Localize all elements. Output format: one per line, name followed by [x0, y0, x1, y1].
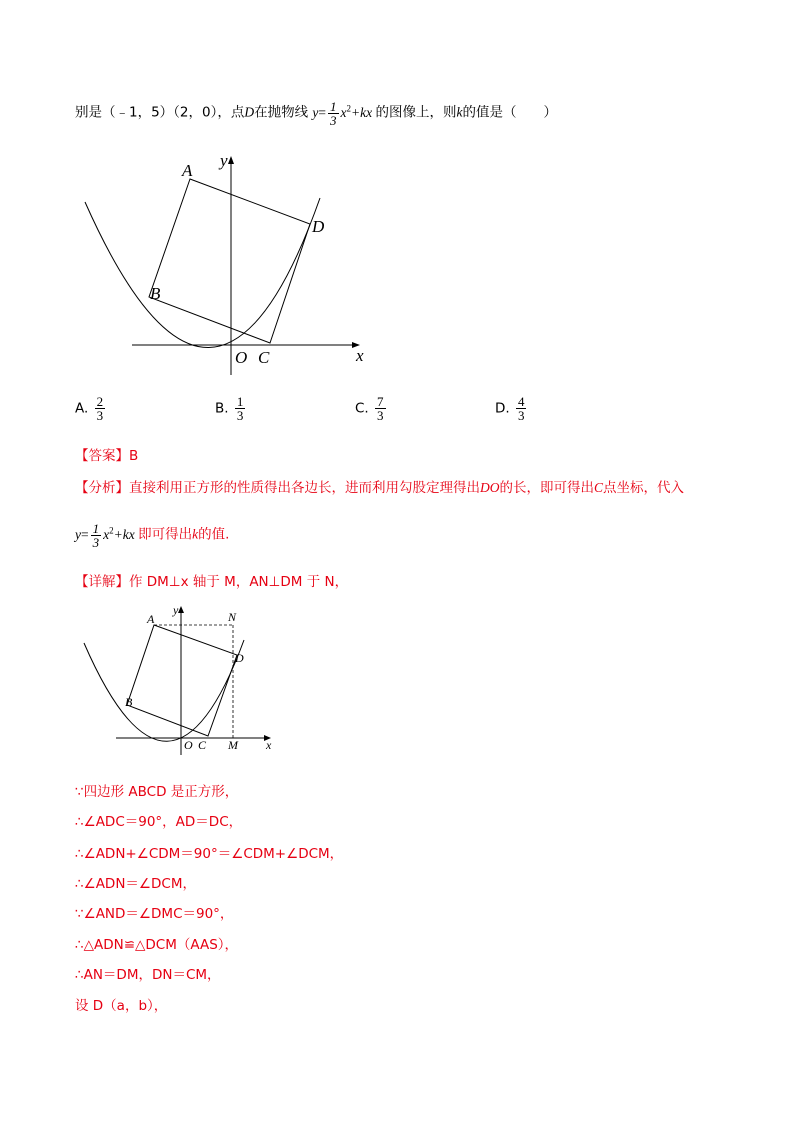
option-d-fraction — [516, 395, 527, 422]
question-mid: 在抛物线 — [254, 104, 309, 121]
fig2-label-y: y — [173, 603, 179, 617]
option-c[interactable] — [355, 395, 388, 422]
fig1-label-a: A — [182, 161, 193, 180]
question-prefix: 别是（﹣1，5）（2，0），点 — [75, 104, 245, 121]
option-a[interactable] — [75, 395, 107, 422]
eq-fraction — [328, 100, 339, 127]
step-2: ∴∠ADC＝90°，AD＝DC， — [75, 814, 243, 830]
step-8: 设 D（a，b）， — [75, 998, 168, 1014]
analysis-c: C — [594, 480, 604, 495]
analysis-eq-kx: +kx — [113, 526, 135, 542]
fig2-label-a: A — [147, 612, 155, 626]
option-a-num: 2 — [96, 394, 104, 409]
analysis-do: DO — [480, 480, 500, 495]
figure-2 — [78, 603, 288, 758]
analysis-k: k — [192, 526, 199, 542]
analysis-tail1: 即可得出 — [138, 526, 193, 543]
option-b-fraction — [235, 395, 246, 422]
option-a-fraction — [95, 395, 106, 422]
point-d-label: D — [244, 104, 255, 120]
option-b[interactable] — [215, 395, 247, 422]
fig2-label-d: D — [235, 651, 244, 665]
fig1-y-arrow — [228, 156, 234, 164]
step-7: ∴AN＝DM，DN＝CM， — [75, 967, 221, 983]
detail-text: 作 DM⊥x 轴于 M，AN⊥DM 于 N， — [129, 574, 349, 590]
option-a-letter: A. — [75, 400, 89, 417]
option-d-letter: D. — [495, 400, 510, 417]
fig2-label-c: C — [198, 738, 207, 752]
analysis-eq-num: 1 — [92, 521, 100, 536]
analysis-eq-fraction — [91, 522, 102, 549]
eq-x: x — [340, 104, 347, 120]
detail-tag: 【详解】 — [75, 574, 129, 590]
option-b-den: 3 — [236, 408, 244, 423]
fig1-label-x: x — [356, 346, 364, 365]
k-label: k — [456, 104, 463, 120]
analysis-text3: 点坐标，代入 — [603, 480, 685, 496]
eq-sign: = — [318, 104, 327, 120]
option-d-num: 4 — [517, 394, 525, 409]
step-5: ∵∠AND＝∠DMC＝90°， — [75, 906, 234, 922]
question-suffix-a: 的图像上，则 — [375, 104, 457, 121]
fig1-label-b: B — [150, 284, 161, 303]
fig2-y-arrow — [178, 606, 184, 613]
analysis-tail2: 的值. — [198, 526, 230, 543]
analysis-line — [75, 476, 684, 496]
detail-line — [75, 570, 348, 590]
eq-y: y — [312, 104, 319, 120]
analysis-tag: 【分析】 — [75, 480, 129, 496]
step-1: ∵四边形 ABCD 是正方形， — [75, 784, 239, 800]
fig2-square — [127, 625, 237, 736]
eq-frac-num: 1 — [330, 99, 337, 114]
step-3: ∴∠ADN+∠CDM＝90°＝∠CDM+∠DCM， — [75, 846, 344, 862]
answer-tag: 【答案】 — [75, 448, 129, 464]
step-6: ∴△ADN≌△DCM（AAS）， — [75, 937, 239, 953]
question-suffix-b: 的值是（ ） — [462, 104, 557, 121]
option-d-den: 3 — [517, 408, 525, 423]
analysis-text1: 直接利用正方形的性质得出各边长，进而利用勾股定理得出 — [129, 480, 480, 496]
option-c-letter: C. — [355, 400, 369, 417]
fig2-label-n: N — [228, 610, 237, 624]
answer-value: B — [129, 448, 139, 464]
fig1-square — [149, 179, 310, 343]
figure-1 — [80, 150, 380, 380]
step-4: ∴∠ADN＝∠DCM， — [75, 876, 196, 892]
fig2-parabola — [84, 640, 244, 741]
option-c-num: 7 — [377, 394, 384, 409]
question-line — [75, 100, 557, 127]
analysis-eq-sup: 2 — [109, 525, 114, 536]
eq-frac-den: 3 — [330, 113, 337, 128]
analysis-text2: 的长，即可得出 — [499, 480, 594, 496]
fig1-parabola — [85, 198, 320, 348]
analysis-eq-den: 3 — [92, 535, 100, 550]
option-c-fraction — [375, 395, 386, 422]
option-b-letter: B. — [215, 400, 229, 417]
analysis-eq-y: y — [75, 526, 81, 542]
analysis-parabola — [75, 521, 138, 550]
fig1-label-y: y — [220, 151, 228, 170]
answer-line — [75, 444, 138, 464]
fig1-label-c: C — [258, 348, 270, 367]
fig2-label-m: M — [228, 738, 238, 752]
analysis-eq-x: x — [103, 526, 110, 542]
option-d[interactable] — [495, 395, 528, 422]
fig1-label-d: D — [312, 217, 325, 236]
option-a-den: 3 — [96, 408, 104, 423]
analysis-line-2 — [75, 522, 229, 549]
fig2-label-x: x — [266, 738, 272, 752]
fig1-label-o: O — [235, 348, 248, 367]
parabola-equation — [312, 99, 375, 128]
option-c-den: 3 — [377, 408, 384, 423]
eq-sup: 2 — [346, 103, 352, 114]
analysis-eq-sign: = — [81, 526, 89, 542]
option-b-num: 1 — [236, 394, 244, 409]
fig2-label-b: B — [125, 695, 133, 709]
eq-kx: +kx — [351, 104, 373, 120]
fig2-label-o: O — [184, 738, 193, 752]
